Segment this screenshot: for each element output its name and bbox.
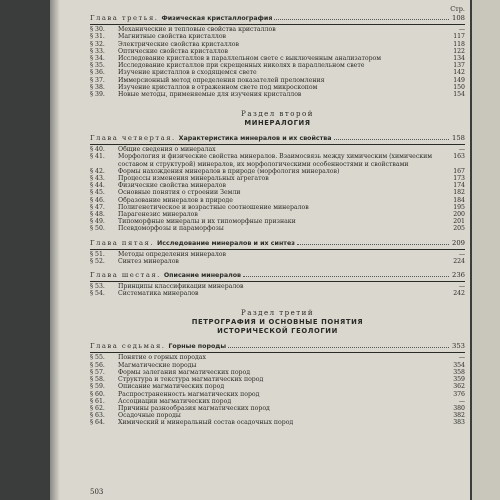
entry-page: 142 bbox=[453, 69, 465, 77]
entry-title: Методы определения минералов bbox=[118, 250, 227, 258]
toc-entry[interactable] bbox=[90, 354, 465, 361]
entry-title: Псевдоморфозы и параморфозы bbox=[118, 225, 224, 233]
entry-number: § 30. bbox=[90, 26, 105, 34]
entry-number: § 32. bbox=[90, 40, 105, 48]
entry-number: § 46. bbox=[90, 196, 105, 204]
toc-entry[interactable] bbox=[90, 146, 465, 153]
entry-number: § 60. bbox=[90, 390, 105, 398]
entry-title: Полигенетическое и возрастные соотношение минералов bbox=[118, 203, 309, 211]
entry-number: § 34. bbox=[90, 55, 105, 63]
entry-number: § 53. bbox=[90, 283, 105, 291]
entry-page: — bbox=[458, 283, 465, 291]
toc-entry[interactable] bbox=[90, 33, 465, 40]
entry-title: Морфология и физические свойства минералов. Взаимосвязь между химическим (химическим составом и структурой) минералов, их морфологическими особенностями и свойствами bbox=[118, 153, 433, 168]
entry-title: Электрические свойства кристаллов bbox=[118, 40, 239, 48]
toc-entry[interactable] bbox=[90, 77, 465, 84]
entry-number: § 56. bbox=[90, 361, 105, 369]
chapter-rule bbox=[90, 249, 465, 250]
chapter-title: Исследование минералов и их синтез bbox=[157, 239, 295, 247]
entry-number: § 47. bbox=[90, 203, 105, 211]
chapter-heading[interactable] bbox=[90, 14, 465, 23]
toc-entry[interactable] bbox=[90, 225, 465, 232]
entry-number: § 41. bbox=[90, 153, 105, 161]
chapter-number: Глава пятая. bbox=[90, 238, 154, 247]
entry-page: 201 bbox=[453, 218, 465, 226]
entry-page: 174 bbox=[453, 182, 465, 190]
entry-number: § 31. bbox=[90, 33, 105, 41]
entry-title: Иммерсионный метод определения показателей преломления bbox=[118, 76, 325, 84]
entry-title: Систематика минералов bbox=[118, 290, 199, 298]
entry-page: 182 bbox=[453, 189, 465, 197]
entry-number: § 33. bbox=[90, 47, 105, 55]
entry-title: Магматические породы bbox=[118, 361, 197, 369]
chapter-title: Характеристика минералов и их свойства bbox=[178, 135, 332, 143]
section-title: МИНЕРАЛОГИЯ bbox=[244, 119, 311, 128]
toc-entry[interactable] bbox=[90, 204, 465, 211]
entry-page: 358 bbox=[453, 368, 465, 376]
chapter-page: 158 bbox=[452, 134, 465, 143]
entry-title: Парагенезис минералов bbox=[118, 211, 198, 219]
toc-entry[interactable] bbox=[90, 398, 465, 405]
chapter-number: Глава шестая. bbox=[90, 271, 161, 280]
toc-entry[interactable] bbox=[90, 290, 465, 297]
entry-page: 122 bbox=[453, 47, 465, 55]
toc-entry[interactable] bbox=[90, 197, 465, 204]
chapter-title: Описание минералов bbox=[163, 272, 242, 280]
entry-page: — bbox=[458, 26, 465, 34]
entry-page: 184 bbox=[453, 196, 465, 204]
entry-number: § 43. bbox=[90, 175, 105, 183]
toc-entry[interactable] bbox=[90, 211, 465, 218]
chapter-heading[interactable] bbox=[90, 342, 465, 351]
section-label: Раздел третий bbox=[240, 309, 315, 318]
entry-page: 149 bbox=[453, 76, 465, 84]
entry-title: Описание магматических пород bbox=[118, 383, 225, 391]
toc-entry[interactable] bbox=[90, 91, 465, 98]
entry-number: § 59. bbox=[90, 383, 105, 391]
entry-title: Формы залегания магматических пород bbox=[118, 368, 251, 376]
entry-page: 173 bbox=[453, 175, 465, 183]
entry-page: 150 bbox=[453, 83, 465, 91]
entry-number: § 58. bbox=[90, 376, 105, 384]
entry-page: 195 bbox=[453, 203, 465, 211]
dot-leader bbox=[274, 19, 449, 20]
entry-title: Исследование кристаллов при скрещенных николях в параллельном свете bbox=[118, 62, 365, 70]
toc-entry[interactable] bbox=[90, 391, 465, 398]
entry-number: § 37. bbox=[90, 76, 105, 84]
dot-leader bbox=[297, 244, 449, 245]
entry-title: Процессы изменения минеральных агрегатов bbox=[118, 175, 269, 183]
toc-entry[interactable] bbox=[90, 283, 465, 290]
entry-page: 137 bbox=[453, 62, 465, 70]
chapter-page: 353 bbox=[452, 342, 465, 351]
dot-leader bbox=[243, 276, 449, 277]
toc-entry[interactable] bbox=[90, 376, 465, 383]
chapter-number: Глава четвертая. bbox=[90, 134, 176, 143]
toc-entry[interactable] bbox=[90, 175, 465, 182]
page-column-header: Стр. bbox=[450, 5, 465, 13]
toc-entry[interactable] bbox=[90, 55, 465, 62]
entry-title: Типоморфные минералы и их типоморфные признаки bbox=[118, 218, 296, 226]
entry-number: § 50. bbox=[90, 225, 105, 233]
entry-number: § 49. bbox=[90, 218, 105, 226]
entry-page: 362 bbox=[453, 383, 465, 391]
chapter-rule bbox=[90, 352, 465, 353]
entry-page: 242 bbox=[453, 290, 465, 298]
entry-title: Механические и тепловые свойства кристаллов bbox=[118, 26, 276, 34]
toc-entry[interactable] bbox=[90, 218, 465, 225]
page-folio: 503 bbox=[90, 488, 104, 496]
chapter-page: 108 bbox=[452, 14, 465, 23]
entry-page: — bbox=[458, 250, 465, 258]
toc-entry[interactable] bbox=[90, 412, 465, 419]
toc-entry[interactable] bbox=[90, 69, 465, 76]
toc-entry[interactable] bbox=[90, 168, 465, 175]
entry-title: Синтез минералов bbox=[118, 257, 179, 265]
entry-page: 118 bbox=[453, 40, 465, 48]
entry-title: Понятие о горных породах bbox=[118, 354, 206, 362]
entry-page: 224 bbox=[453, 257, 465, 265]
entry-title: Причины разнообразия магматических пород bbox=[118, 404, 270, 412]
entry-number: § 44. bbox=[90, 182, 105, 190]
entry-page: 380 bbox=[453, 404, 465, 412]
toc-entry[interactable] bbox=[90, 258, 465, 265]
entry-number: § 38. bbox=[90, 83, 105, 91]
toc-entry[interactable] bbox=[90, 419, 465, 426]
toc-entry[interactable] bbox=[90, 189, 465, 196]
entry-title: Оптические свойства кристаллов bbox=[118, 47, 229, 55]
entry-page: 167 bbox=[453, 167, 465, 175]
table-of-contents bbox=[90, 6, 465, 432]
entry-page: 134 bbox=[453, 55, 465, 63]
toc-entry[interactable] bbox=[90, 41, 465, 48]
entry-page: 376 bbox=[453, 390, 465, 398]
chapter-number: Глава третья. bbox=[90, 14, 159, 23]
section-title: ПЕТРОГРАФИЯ И ОСНОВНЫЕ ПОНЯТИЯ bbox=[191, 318, 364, 327]
entry-page: 117 bbox=[453, 33, 465, 41]
entry-number: § 55. bbox=[90, 354, 105, 362]
entry-title: Принципы классификации минералов bbox=[118, 283, 244, 291]
entry-number: § 40. bbox=[90, 146, 105, 154]
entry-title: Магнитные свойства кристаллов bbox=[118, 33, 227, 41]
entry-page: 163 bbox=[453, 153, 465, 161]
toc-entry[interactable] bbox=[90, 153, 465, 167]
entry-number: § 63. bbox=[90, 412, 105, 420]
chapter-page: 236 bbox=[452, 271, 465, 280]
chapter-rule bbox=[90, 24, 465, 25]
book-page bbox=[50, 0, 470, 500]
entry-title: Новые методы, применяемые для изучения кристаллов bbox=[118, 91, 302, 99]
entry-title: Изучение кристаллов в отраженном свете под микроскопом bbox=[118, 83, 318, 91]
entry-title: Исследование кристаллов в параллельном свете с выключенным анализатором bbox=[118, 55, 382, 63]
chapter-title: Физическая кристаллография bbox=[161, 15, 273, 23]
toc-entry[interactable] bbox=[90, 62, 465, 69]
toc-entry[interactable] bbox=[90, 369, 465, 376]
entry-page: 354 bbox=[453, 361, 465, 369]
entry-title: Ассоциации магматических пород bbox=[118, 397, 232, 405]
toc-entry[interactable] bbox=[90, 362, 465, 369]
entry-title: Осадочные породы bbox=[118, 412, 181, 420]
entry-number: § 57. bbox=[90, 368, 105, 376]
entry-number: § 61. bbox=[90, 397, 105, 405]
chapter-heading[interactable] bbox=[90, 271, 465, 280]
chapter-number: Глава седьмая. bbox=[90, 342, 166, 351]
toc-entry[interactable] bbox=[90, 48, 465, 55]
chapter-heading[interactable] bbox=[90, 239, 465, 248]
entry-number: § 51. bbox=[90, 250, 105, 258]
entry-page: 200 bbox=[453, 211, 465, 219]
toc-entry[interactable] bbox=[90, 182, 465, 189]
section-title: ИСТОРИЧЕСКОЙ ГЕОЛОГИИ bbox=[217, 327, 338, 336]
entry-number: § 35. bbox=[90, 62, 105, 70]
chapter-rule bbox=[90, 281, 465, 282]
entry-number: § 54. bbox=[90, 290, 105, 298]
entry-number: § 45. bbox=[90, 189, 105, 197]
chapter-page: 209 bbox=[452, 238, 465, 247]
entry-page: 154 bbox=[453, 91, 465, 99]
entry-number: § 39. bbox=[90, 91, 105, 99]
toc-entry[interactable] bbox=[90, 84, 465, 91]
entry-number: § 48. bbox=[90, 211, 105, 219]
facing-page-edge bbox=[472, 0, 500, 500]
toc-entry[interactable] bbox=[90, 251, 465, 258]
entry-page: 359 bbox=[453, 376, 465, 384]
chapter-heading[interactable] bbox=[90, 134, 465, 143]
entry-title: Структура и текстура магматических пород bbox=[118, 376, 264, 384]
entry-page: — bbox=[458, 397, 465, 405]
toc-entry[interactable] bbox=[90, 405, 465, 412]
entry-number: § 52. bbox=[90, 257, 105, 265]
entry-title: Распространенность магматических пород bbox=[118, 390, 260, 398]
section-label: Раздел второй bbox=[241, 110, 314, 119]
entry-number: § 36. bbox=[90, 69, 105, 77]
dot-leader bbox=[228, 347, 449, 348]
toc-entry[interactable] bbox=[90, 383, 465, 390]
entry-number: § 62. bbox=[90, 404, 105, 412]
chapter-title: Горные породы bbox=[168, 343, 227, 351]
spine-shadow bbox=[50, 0, 60, 500]
entry-title: Химический и минеральный состав осадочных пород bbox=[118, 419, 294, 427]
entry-number: § 64. bbox=[90, 419, 105, 427]
entry-number: § 42. bbox=[90, 167, 105, 175]
entry-page: — bbox=[458, 146, 465, 154]
dot-leader bbox=[334, 139, 449, 140]
entry-title: Физические свойства минералов bbox=[118, 182, 226, 190]
chapter-rule bbox=[90, 144, 465, 145]
entry-title: Основные понятия о строении Земли bbox=[118, 189, 241, 197]
entry-page: — bbox=[458, 354, 465, 362]
entry-title: Образование минералов в природе bbox=[118, 196, 233, 204]
entry-title: Общие сведения о минералах bbox=[118, 146, 216, 154]
entry-title: Формы нахождения минералов в природе (морфология минералов) bbox=[118, 167, 340, 175]
entry-page: 383 bbox=[453, 419, 465, 427]
entry-page: 205 bbox=[453, 225, 465, 233]
entry-page: 382 bbox=[453, 412, 465, 420]
toc-entry[interactable] bbox=[90, 26, 465, 33]
entry-title: Изучение кристаллов в сходящемся свете bbox=[118, 69, 257, 77]
